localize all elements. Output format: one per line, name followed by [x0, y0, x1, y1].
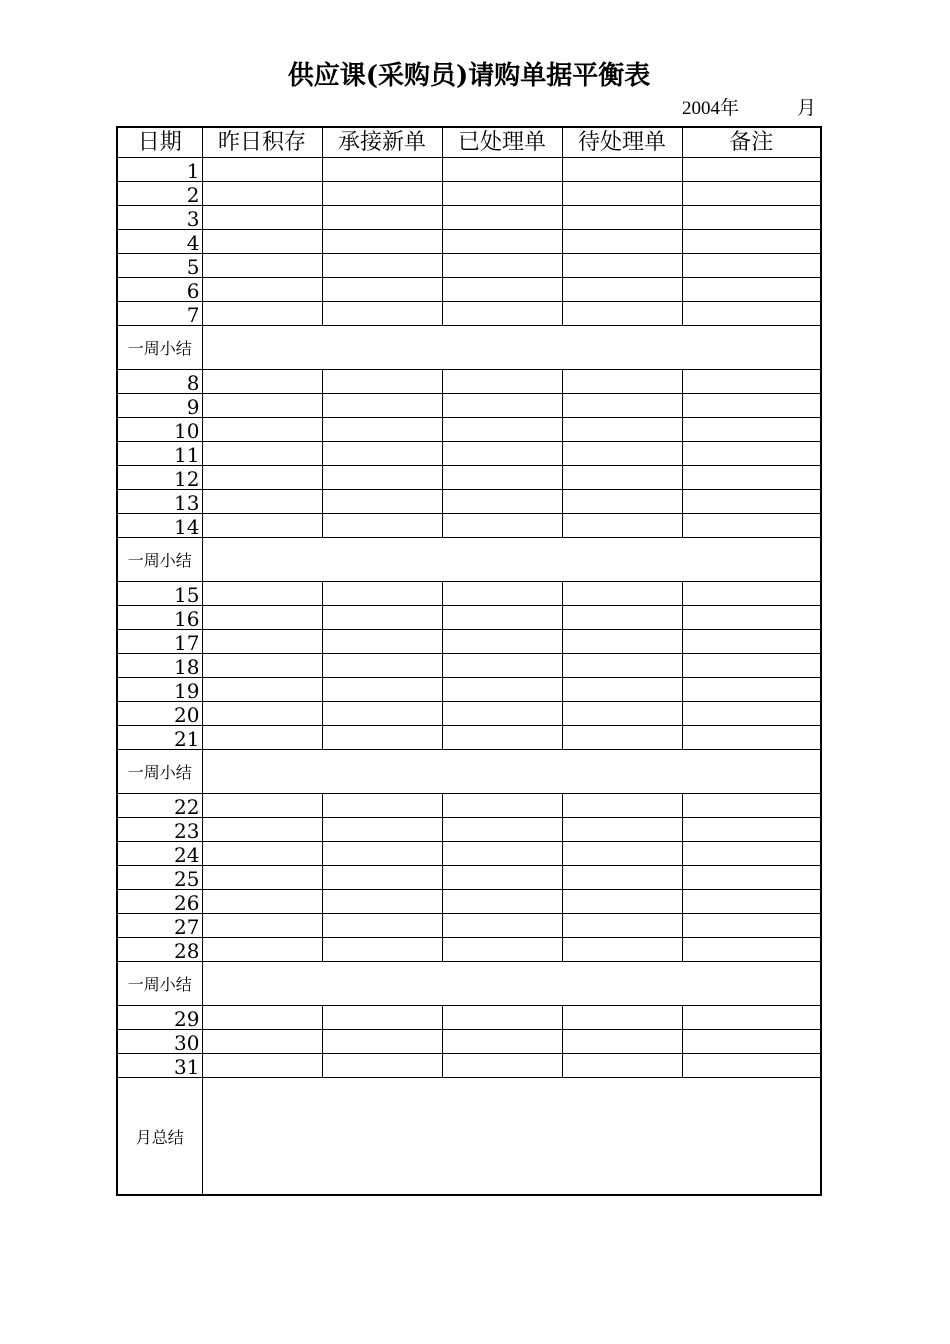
entry-cell[interactable]	[202, 370, 322, 394]
entry-cell[interactable]	[682, 278, 821, 302]
entry-cell[interactable]	[442, 1054, 562, 1078]
table-row	[117, 914, 821, 938]
column-header: 承接新单	[322, 127, 442, 158]
day-number: 27	[117, 914, 202, 938]
weekly-summary-row	[117, 538, 821, 582]
entry-cell[interactable]	[322, 914, 442, 938]
entry-cell[interactable]	[442, 702, 562, 726]
entry-cell[interactable]	[322, 938, 442, 962]
entry-cell[interactable]	[442, 938, 562, 962]
day-number: 29	[117, 1006, 202, 1030]
day-number: 17	[117, 630, 202, 654]
day-number: 16	[117, 606, 202, 630]
entry-cell[interactable]	[442, 866, 562, 890]
entry-cell[interactable]	[442, 466, 562, 490]
table-row	[117, 630, 821, 654]
column-header: 已处理单	[442, 127, 562, 158]
entry-cell[interactable]	[562, 1054, 682, 1078]
entry-cell[interactable]	[322, 866, 442, 890]
table-row	[117, 678, 821, 702]
day-number: 25	[117, 866, 202, 890]
column-header: 昨日积存	[202, 127, 322, 158]
entry-cell[interactable]	[562, 394, 682, 418]
entry-cell[interactable]	[682, 914, 821, 938]
entry-cell[interactable]	[562, 466, 682, 490]
day-number: 20	[117, 702, 202, 726]
table-row	[117, 702, 821, 726]
entry-cell[interactable]	[682, 370, 821, 394]
entry-cell[interactable]	[682, 418, 821, 442]
entry-cell[interactable]	[442, 842, 562, 866]
day-number: 30	[117, 1030, 202, 1054]
entry-cell[interactable]	[682, 466, 821, 490]
entry-cell[interactable]	[442, 890, 562, 914]
entry-cell[interactable]	[322, 302, 442, 326]
day-number: 11	[117, 442, 202, 466]
entry-cell[interactable]	[562, 842, 682, 866]
entry-cell[interactable]	[562, 206, 682, 230]
day-number: 31	[117, 1054, 202, 1078]
table-row	[117, 206, 821, 230]
entry-cell[interactable]	[562, 418, 682, 442]
table-row	[117, 1030, 821, 1054]
entry-cell[interactable]	[682, 254, 821, 278]
entry-cell[interactable]	[202, 818, 322, 842]
entry-cell[interactable]	[202, 630, 322, 654]
weekly-summary-row	[117, 326, 821, 370]
day-number: 26	[117, 890, 202, 914]
entry-cell[interactable]	[202, 842, 322, 866]
entry-cell[interactable]	[682, 794, 821, 818]
entry-cell[interactable]	[442, 1030, 562, 1054]
entry-cell[interactable]	[322, 254, 442, 278]
entry-cell[interactable]	[322, 890, 442, 914]
entry-cell[interactable]	[682, 702, 821, 726]
entry-cell[interactable]	[682, 1054, 821, 1078]
entry-cell[interactable]	[322, 654, 442, 678]
day-number: 5	[117, 254, 202, 278]
entry-cell[interactable]	[682, 938, 821, 962]
entry-cell[interactable]	[202, 1030, 322, 1054]
month-label: 月	[796, 98, 816, 119]
entry-cell[interactable]	[682, 158, 821, 182]
entry-cell[interactable]	[682, 654, 821, 678]
entry-cell[interactable]	[322, 842, 442, 866]
weekly-summary-row-label: 一周小结	[117, 962, 202, 1006]
day-number: 10	[117, 418, 202, 442]
entry-cell[interactable]	[562, 630, 682, 654]
day-number: 7	[117, 302, 202, 326]
entry-cell[interactable]	[202, 514, 322, 538]
day-number: 19	[117, 678, 202, 702]
entry-cell[interactable]	[562, 678, 682, 702]
entry-cell[interactable]	[682, 678, 821, 702]
entry-cell[interactable]	[442, 818, 562, 842]
day-number: 24	[117, 842, 202, 866]
entry-cell[interactable]	[442, 302, 562, 326]
entry-cell[interactable]	[322, 794, 442, 818]
weekly-summary-row	[117, 750, 821, 794]
entry-cell[interactable]	[682, 490, 821, 514]
entry-cell[interactable]	[202, 230, 322, 254]
entry-cell[interactable]	[562, 1006, 682, 1030]
entry-cell[interactable]	[682, 394, 821, 418]
entry-cell[interactable]	[202, 890, 322, 914]
entry-cell[interactable]	[442, 206, 562, 230]
day-number: 1	[117, 158, 202, 182]
entry-cell[interactable]	[442, 654, 562, 678]
entry-cell[interactable]	[442, 254, 562, 278]
entry-cell[interactable]	[442, 794, 562, 818]
weekly-summary-row-label: 一周小结	[117, 538, 202, 582]
entry-cell[interactable]	[682, 842, 821, 866]
entry-cell[interactable]	[322, 394, 442, 418]
entry-cell[interactable]	[322, 442, 442, 466]
weekly-summary-row-cell[interactable]	[202, 750, 821, 794]
entry-cell[interactable]	[202, 678, 322, 702]
monthly-summary-row	[117, 1078, 821, 1196]
entry-cell[interactable]	[682, 582, 821, 606]
entry-cell[interactable]	[322, 278, 442, 302]
day-number: 9	[117, 394, 202, 418]
table-row	[117, 230, 821, 254]
day-number: 12	[117, 466, 202, 490]
table-row	[117, 938, 821, 962]
entry-cell[interactable]	[562, 254, 682, 278]
day-number: 18	[117, 654, 202, 678]
table-row	[117, 606, 821, 630]
column-header: 备注	[682, 127, 821, 158]
entry-cell[interactable]	[562, 514, 682, 538]
table-row	[117, 582, 821, 606]
table-row	[117, 442, 821, 466]
entry-cell[interactable]	[562, 654, 682, 678]
entry-cell[interactable]	[682, 630, 821, 654]
entry-cell[interactable]	[442, 370, 562, 394]
entry-cell[interactable]	[202, 726, 322, 750]
table-row	[117, 254, 821, 278]
entry-cell[interactable]	[442, 230, 562, 254]
entry-cell[interactable]	[682, 818, 821, 842]
table-row	[117, 890, 821, 914]
entry-cell[interactable]	[442, 418, 562, 442]
entry-cell[interactable]	[202, 654, 322, 678]
day-number: 28	[117, 938, 202, 962]
entry-cell[interactable]	[682, 866, 821, 890]
entry-cell[interactable]	[562, 726, 682, 750]
table-row	[117, 182, 821, 206]
entry-cell[interactable]	[202, 582, 322, 606]
weekly-summary-row-label: 一周小结	[117, 326, 202, 370]
entry-cell[interactable]	[562, 1030, 682, 1054]
day-number: 21	[117, 726, 202, 750]
entry-cell[interactable]	[562, 866, 682, 890]
table-row	[117, 490, 821, 514]
column-header: 日期	[117, 127, 202, 158]
table-row	[117, 418, 821, 442]
balance-sheet-table	[116, 126, 822, 1196]
entry-cell[interactable]	[562, 490, 682, 514]
entry-cell[interactable]	[202, 254, 322, 278]
entry-cell[interactable]	[202, 1054, 322, 1078]
entry-cell[interactable]	[442, 726, 562, 750]
entry-cell[interactable]	[442, 606, 562, 630]
year-month-field	[682, 96, 818, 122]
entry-cell[interactable]	[202, 302, 322, 326]
table-row	[117, 654, 821, 678]
table-row	[117, 278, 821, 302]
entry-cell[interactable]	[562, 582, 682, 606]
entry-cell[interactable]	[682, 182, 821, 206]
header-row	[117, 127, 821, 158]
day-number: 2	[117, 182, 202, 206]
entry-cell[interactable]	[442, 582, 562, 606]
table-row	[117, 302, 821, 326]
entry-cell[interactable]	[202, 914, 322, 938]
weekly-summary-row-cell[interactable]	[202, 538, 821, 582]
day-number: 22	[117, 794, 202, 818]
entry-cell[interactable]	[442, 278, 562, 302]
entry-cell[interactable]	[682, 302, 821, 326]
entry-cell[interactable]	[442, 1006, 562, 1030]
entry-cell[interactable]	[322, 514, 442, 538]
page-title: 供应课(采购员)请购单据平衡表	[287, 61, 651, 91]
entry-cell[interactable]	[682, 890, 821, 914]
entry-cell[interactable]	[682, 1006, 821, 1030]
day-number: 4	[117, 230, 202, 254]
table-row	[117, 1006, 821, 1030]
entry-cell[interactable]	[322, 582, 442, 606]
entry-cell[interactable]	[442, 514, 562, 538]
entry-cell[interactable]	[202, 794, 322, 818]
day-number: 3	[117, 206, 202, 230]
monthly-summary-row-cell[interactable]	[202, 1078, 821, 1196]
entry-cell[interactable]	[562, 702, 682, 726]
entry-cell[interactable]	[322, 158, 442, 182]
entry-cell[interactable]	[322, 182, 442, 206]
day-number: 8	[117, 370, 202, 394]
entry-cell[interactable]	[322, 1030, 442, 1054]
entry-cell[interactable]	[682, 726, 821, 750]
entry-cell[interactable]	[322, 630, 442, 654]
day-number: 13	[117, 490, 202, 514]
entry-cell[interactable]	[322, 702, 442, 726]
entry-cell[interactable]	[562, 182, 682, 206]
table-row	[117, 794, 821, 818]
column-header: 待处理单	[562, 127, 682, 158]
weekly-summary-row-label: 一周小结	[117, 750, 202, 794]
year-label: 2004年	[682, 98, 740, 119]
entry-cell[interactable]	[562, 230, 682, 254]
entry-cell[interactable]	[682, 230, 821, 254]
entry-cell[interactable]	[442, 490, 562, 514]
entry-cell[interactable]	[442, 442, 562, 466]
entry-cell[interactable]	[442, 182, 562, 206]
entry-cell[interactable]	[322, 1054, 442, 1078]
entry-cell[interactable]	[202, 158, 322, 182]
day-number: 23	[117, 818, 202, 842]
entry-cell[interactable]	[322, 370, 442, 394]
entry-cell[interactable]	[322, 466, 442, 490]
entry-cell[interactable]	[562, 818, 682, 842]
entry-cell[interactable]	[202, 938, 322, 962]
weekly-summary-row	[117, 962, 821, 1006]
entry-cell[interactable]	[322, 490, 442, 514]
weekly-summary-row-cell[interactable]	[202, 326, 821, 370]
table-row	[117, 158, 821, 182]
entry-cell[interactable]	[202, 394, 322, 418]
entry-cell[interactable]	[202, 1006, 322, 1030]
entry-cell[interactable]	[562, 606, 682, 630]
entry-cell[interactable]	[322, 606, 442, 630]
table-row	[117, 1054, 821, 1078]
entry-cell[interactable]	[682, 606, 821, 630]
entry-cell[interactable]	[442, 394, 562, 418]
day-number: 14	[117, 514, 202, 538]
entry-cell[interactable]	[682, 1030, 821, 1054]
entry-cell[interactable]	[202, 866, 322, 890]
table-row	[117, 514, 821, 538]
table-row	[117, 370, 821, 394]
entry-cell[interactable]	[202, 606, 322, 630]
entry-cell[interactable]	[562, 158, 682, 182]
entry-cell[interactable]	[682, 206, 821, 230]
entry-cell[interactable]	[322, 206, 442, 230]
weekly-summary-row-cell[interactable]	[202, 962, 821, 1006]
entry-cell[interactable]	[322, 418, 442, 442]
day-number: 15	[117, 582, 202, 606]
monthly-summary-row-label: 月总结	[117, 1078, 202, 1196]
entry-cell[interactable]	[322, 678, 442, 702]
entry-cell[interactable]	[202, 702, 322, 726]
entry-cell[interactable]	[322, 230, 442, 254]
entry-cell[interactable]	[682, 514, 821, 538]
table-row	[117, 466, 821, 490]
entry-cell[interactable]	[202, 206, 322, 230]
entry-cell[interactable]	[322, 726, 442, 750]
entry-cell[interactable]	[562, 278, 682, 302]
table-row	[117, 866, 821, 890]
entry-cell[interactable]	[202, 278, 322, 302]
entry-cell[interactable]	[562, 302, 682, 326]
entry-cell[interactable]	[322, 818, 442, 842]
entry-cell[interactable]	[562, 890, 682, 914]
entry-cell[interactable]	[562, 914, 682, 938]
entry-cell[interactable]	[562, 794, 682, 818]
entry-cell[interactable]	[562, 442, 682, 466]
table-row	[117, 394, 821, 418]
table-row	[117, 726, 821, 750]
table-row	[117, 818, 821, 842]
entry-cell[interactable]	[562, 370, 682, 394]
entry-cell[interactable]	[682, 442, 821, 466]
entry-cell[interactable]	[442, 678, 562, 702]
day-number: 6	[117, 278, 202, 302]
entry-cell[interactable]	[202, 490, 322, 514]
entry-cell[interactable]	[322, 1006, 442, 1030]
entry-cell[interactable]	[202, 442, 322, 466]
entry-cell[interactable]	[562, 938, 682, 962]
entry-cell[interactable]	[442, 914, 562, 938]
entry-cell[interactable]	[442, 630, 562, 654]
entry-cell[interactable]	[442, 158, 562, 182]
entry-cell[interactable]	[202, 418, 322, 442]
entry-cell[interactable]	[202, 182, 322, 206]
table-row	[117, 842, 821, 866]
entry-cell[interactable]	[202, 466, 322, 490]
